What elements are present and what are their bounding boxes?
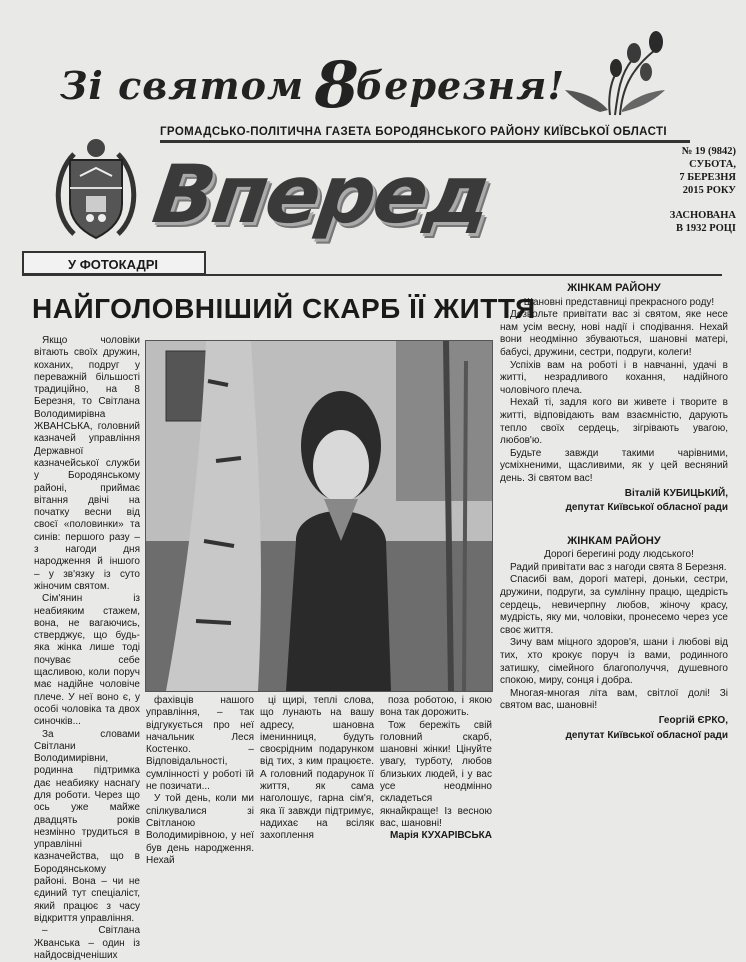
paragraph: У той день, коли ми спілкувалися зі Світланою Володимирівною, у неї був день народження. Нехай <box>146 793 254 866</box>
paragraph: Нехай ті, задля кого ви живете і творите в житті, відповідають вам взаємністю, дарують тепло своїх сердець, зігрівають увагою, любов'ю. <box>500 397 728 447</box>
greeting-salutation: Шановні представниці прекрасного роду! <box>523 296 715 308</box>
paragraph: Якщо чоловіки вітають своїх дружин, коханих, подруг у переважній більшості традиційно, на 8 Березня, то Світлана Володимирівна ЖВАНСЬКА, головний казначей управління Державної казначейської служби у Бородянському районі, приймає вітання двічі на початку весни від своєї «половинки» та синів: першого разу – з нагоди дня народження й іншого – у зв'язку із суто жіночим святом. <box>34 335 140 592</box>
greeting-salutation: Дорогі берегині роду людського! <box>544 549 694 561</box>
paragraph: Спасибі вам, дорогі матері, доньки, сестри, дружини, подруги, за сумлінну працю, щедрість сердець, невичерпну любов, жіночу красу, мудрість, яку ми, чоловіки, пронесемо через усе своє життя. <box>500 574 728 636</box>
article-column-1 <box>34 335 140 962</box>
greeting-number: 8 <box>314 48 360 123</box>
district-coat-of-arms <box>44 134 148 244</box>
paragraph: За словами Світлани Володимирівни, родинна підтримка дає неабияку наснагу для роботи. Через що ось уже майже двадцять років незмінно трудиться в управлінні казначейства, що в Бородянському районі. Вона – чи не єдиний тут спеціаліст, який працює з часу відкриття управління. <box>34 728 140 924</box>
paragraph: поза роботою, і якою вона так дорожить. <box>380 695 492 719</box>
greeting-heading: ЖІНКАМ РАЙОНУ <box>567 534 661 547</box>
rubric-label: У ФОТОКАДРІ <box>22 251 206 275</box>
founded-line-2: В 1932 РОЦІ <box>675 223 736 234</box>
issue-number: № 19 (9842) <box>681 146 736 157</box>
holiday-greeting <box>60 40 620 123</box>
article-author: Марія КУХАРІВСЬКА <box>389 830 492 842</box>
paragraph: Дозвольте привітати вас зі святом, яке несе нам усім весну, нові надії і сподівання. Нехай вони неодмінно збуваються, шановні матері, бабусі, дружини, сестри, подруги, колеги! <box>500 309 728 358</box>
paragraph: Зичу вам міцного здоров'я, шани і любові від тих, хто крокує поруч із вами, родинного затишку, сімейного благополуччя, душевного спокою, миру, сонця і добра. <box>500 637 728 687</box>
greeting-heading: ЖІНКАМ РАЙОНУ <box>567 282 661 294</box>
newspaper-subtitle: ГРОМАДСЬКО-ПОЛІТИЧНА ГАЗЕТА БОРОДЯНСЬКОГО РАЙОНУ КИЇВСЬКОЇ ОБЛАСТІ <box>160 126 690 143</box>
article-column-4 <box>380 695 492 843</box>
paragraph: фахівців нашого управління, – так відгукується про неї начальник Леся Костенко. – Відповідальності, сумлінності у роботі їй не позичати... <box>146 695 254 793</box>
issue-day: СУБОТА, <box>689 159 736 170</box>
greeting-text-2: березня! <box>355 63 566 108</box>
greeting-signer-title: депутат Київської обласної ради <box>565 502 728 514</box>
issue-year: 2015 РОКУ <box>682 185 736 196</box>
issue-info <box>636 145 736 197</box>
paragraph: Успіхів вам на роботі і в навчанні, удачі в житті, незрадливого кохання, надійного чоловічого плеча. <box>500 359 728 396</box>
paragraph: ці щирі, теплі слова, що лунають на вашу адресу, шановна іменинниця, будуть своєрідним подарунком від тих, з ким працюєте. А головний подарунок її життя, як сама наголошує, гарна сім'я, яка її завжди підтримує, надихає на всіляк захоплення <box>260 695 374 842</box>
newspaper-title: Вперед <box>147 148 496 241</box>
greetings-column <box>500 280 728 742</box>
article-column-2 <box>146 695 254 867</box>
greeting-text-1: Зі святом <box>60 63 319 108</box>
article-headline: НАЙГОЛОВНІШИЙ СКАРБ ЇЇ ЖИТТЯ <box>32 293 536 324</box>
article-photo <box>145 340 493 692</box>
paragraph: Радий привітати вас з нагоди свята 8 Березня. <box>510 561 727 573</box>
paragraph: Будьте завжди такими чарівними, усміхненими, щасливими, як у цей весняний день. Зі святом вас! <box>500 447 728 484</box>
founded-info <box>636 209 736 235</box>
paragraph: – Світлана Жванська – один із найдосвідченіших <box>34 925 140 961</box>
paragraph: Тож бережіть свій головний скарб, шановні жінки! Цінуйте увагу, турботу, любов близьких людей, і у вас усе неодмінно складеться якнайкраще! Із весною вас, шановні! <box>380 719 492 829</box>
founded-line-1: ЗАСНОВАНА <box>669 210 736 221</box>
tulips-illustration <box>560 20 670 120</box>
greeting-signer-title: депутат Київської обласної ради <box>565 729 728 741</box>
greeting-signer: Віталій КУБИЦЬКИЙ, <box>624 487 728 499</box>
paragraph: Сім'янин із неабияким стажем, вона, не вагаючись, стверджує, що будь-яка жінка лише тоді почуває себе щасливою, коли поруч має надійне чоловіче плече. У неї воно є, у особі чоловіка та двох синочків... <box>34 593 140 728</box>
paragraph: Многая-многая літа вам, світлої долі! Зі святом вас, шановні! <box>500 687 728 712</box>
greeting-signer: Георгій ЄРКО, <box>658 715 728 726</box>
issue-date: 7 БЕРЕЗНЯ <box>679 172 736 183</box>
article-column-3 <box>260 695 374 843</box>
